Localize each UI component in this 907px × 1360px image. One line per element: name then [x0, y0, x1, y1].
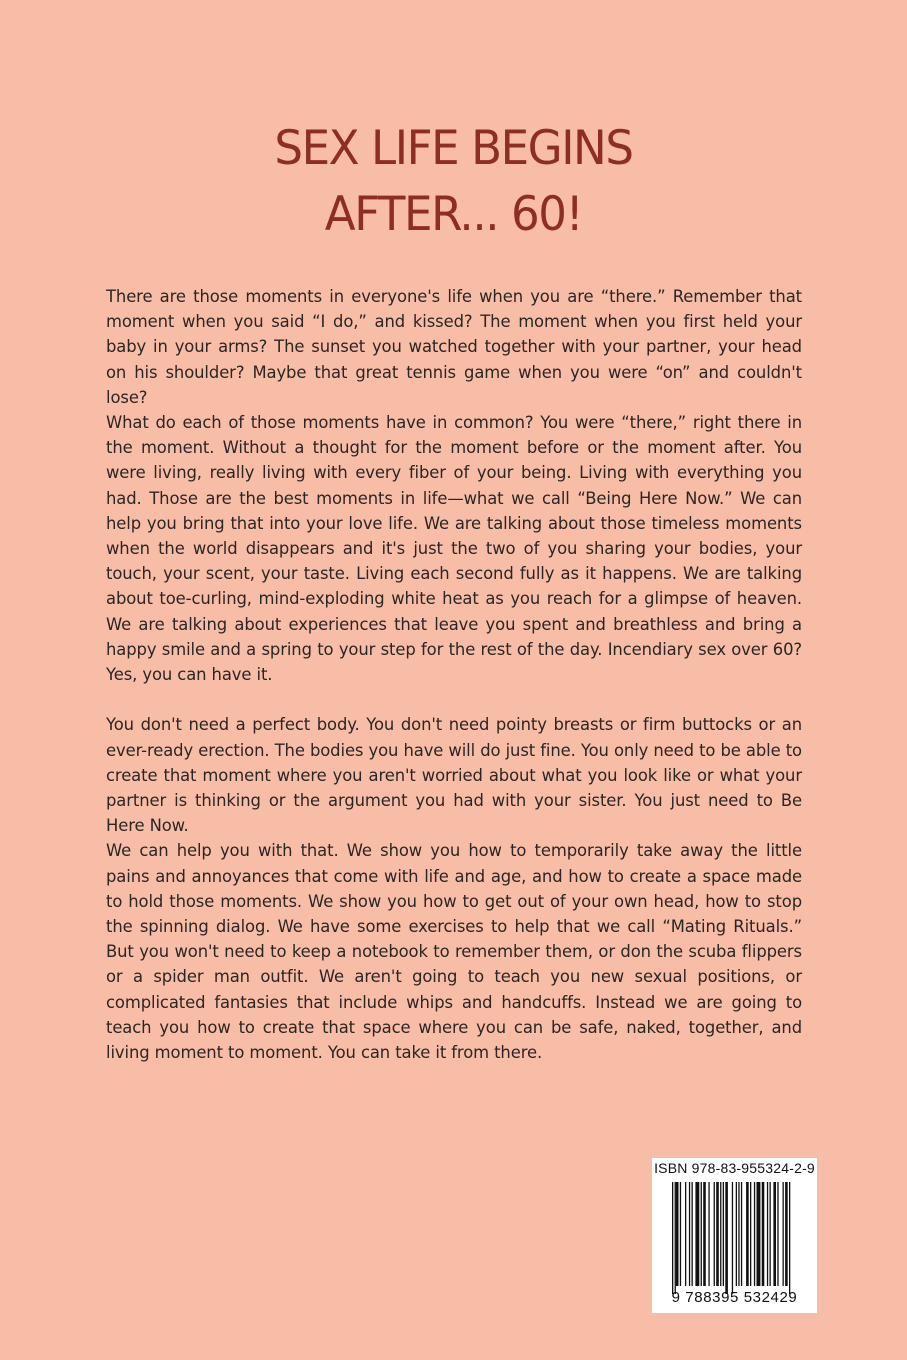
barcode-bar — [736, 1182, 737, 1286]
barcode-bar — [777, 1182, 778, 1286]
blurb-paragraph-4: We can help you with that. We show you how to temporarily take away the little pains and annoyances that come with life and age, and how to create a space made to hold those moments. We show you how to get out of your own head, how to stop the spinning dialog. We have some exercises to help that we call “Mating Rituals.” But you won't need to keep a notebook to remember them, or don the scuba flippers or a spider man outfit. We aren't going to teach you new sexual positions, or complicated fantasies that include whips and handcuffs. Instead we are going to teach you how to create that space where you can be safe, naked, together, and living moment to moment. You can take it from there. — [106, 841, 802, 1063]
isbn-label: ISBN 978-83-955324-2-9 — [654, 1160, 815, 1176]
barcode-bar — [689, 1182, 690, 1286]
barcode-bar — [773, 1182, 776, 1286]
book-title — [18, 116, 889, 248]
barcode-bar — [783, 1182, 784, 1286]
barcode-bar — [676, 1182, 679, 1286]
blurb-paragraph-2: What do each of those moments have in common? You were “there,” right there in the moment. Without a thought for the moment before or the moment after. You were living, really living with every fiber of your being. Living with everything you had. Those are the best moments in life—what we call “Being Here Now.” We can help you bring that into your love life. We are talking about those timeless moments when the world disappears and it's just the two of you sharing your bodies, your touch, your scent, your taste. Living each second fully as it happens. We are talking about toe-curling, mind-exploding white heat as you reach for a glimpse of heaven. We are talking about experiences that leave you spent and breathless and bring a happy smile and a spring to your step for the rest of the day. Incendiary sex over 60? Yes, you can have it. — [106, 413, 802, 685]
barcode-bar — [714, 1182, 715, 1286]
barcode-bar — [675, 1182, 676, 1294]
isbn-barcode-box — [652, 1158, 817, 1313]
barcode-bar — [716, 1182, 719, 1286]
barcode-bar — [701, 1182, 702, 1286]
barcode-bar — [762, 1182, 765, 1286]
barcode-bar — [767, 1182, 768, 1286]
barcode-bar — [672, 1182, 673, 1294]
blurb-text — [106, 284, 802, 1065]
blurb-paragraph-3: You don't need a perfect body. You don't need pointy breasts or firm buttocks or an ever-ready erection. The bodies you have will do just fine. You only need to be able to create that moment where you aren't worried about what you look like or what your partner is thinking or the argument you had with your sister. You just need to Be Here Now. — [106, 715, 802, 836]
barcode-bar — [750, 1182, 751, 1286]
barcode-bar — [770, 1182, 771, 1286]
blurb-paragraph-1: There are those moments in everyone's life when you are “there.” Remember that moment when you said “I do,” and kissed? The moment when you first held your baby in your arms? The sunset you watched together with your partner, your head on his shoulder? Maybe that great tennis game when you were “on” and couldn't lose? — [106, 287, 802, 407]
barcode-bar — [738, 1182, 739, 1286]
barcode-bar — [785, 1182, 788, 1286]
barcode-bar — [708, 1182, 709, 1286]
barcode-bar — [685, 1182, 686, 1286]
barcode-bar — [757, 1182, 761, 1286]
barcode-bar — [703, 1182, 706, 1286]
barcode-digits: 9 788395 532429 — [671, 1289, 798, 1306]
barcode-bar — [732, 1182, 733, 1294]
barcode-bar — [695, 1182, 699, 1286]
book-title-line-2: AFTER... 60! — [324, 187, 583, 242]
barcode-bar — [741, 1182, 742, 1286]
barcode-bar — [680, 1182, 681, 1286]
barcode-bar — [789, 1182, 790, 1294]
barcode-bar — [725, 1182, 728, 1294]
barcode-bar — [754, 1182, 755, 1286]
barcode-bar — [723, 1182, 724, 1286]
barcode-bar — [720, 1182, 721, 1286]
book-title-line-1: SEX LIFE BEGINS — [274, 121, 633, 176]
barcode-bar — [746, 1182, 749, 1286]
barcode-bar — [692, 1182, 693, 1286]
